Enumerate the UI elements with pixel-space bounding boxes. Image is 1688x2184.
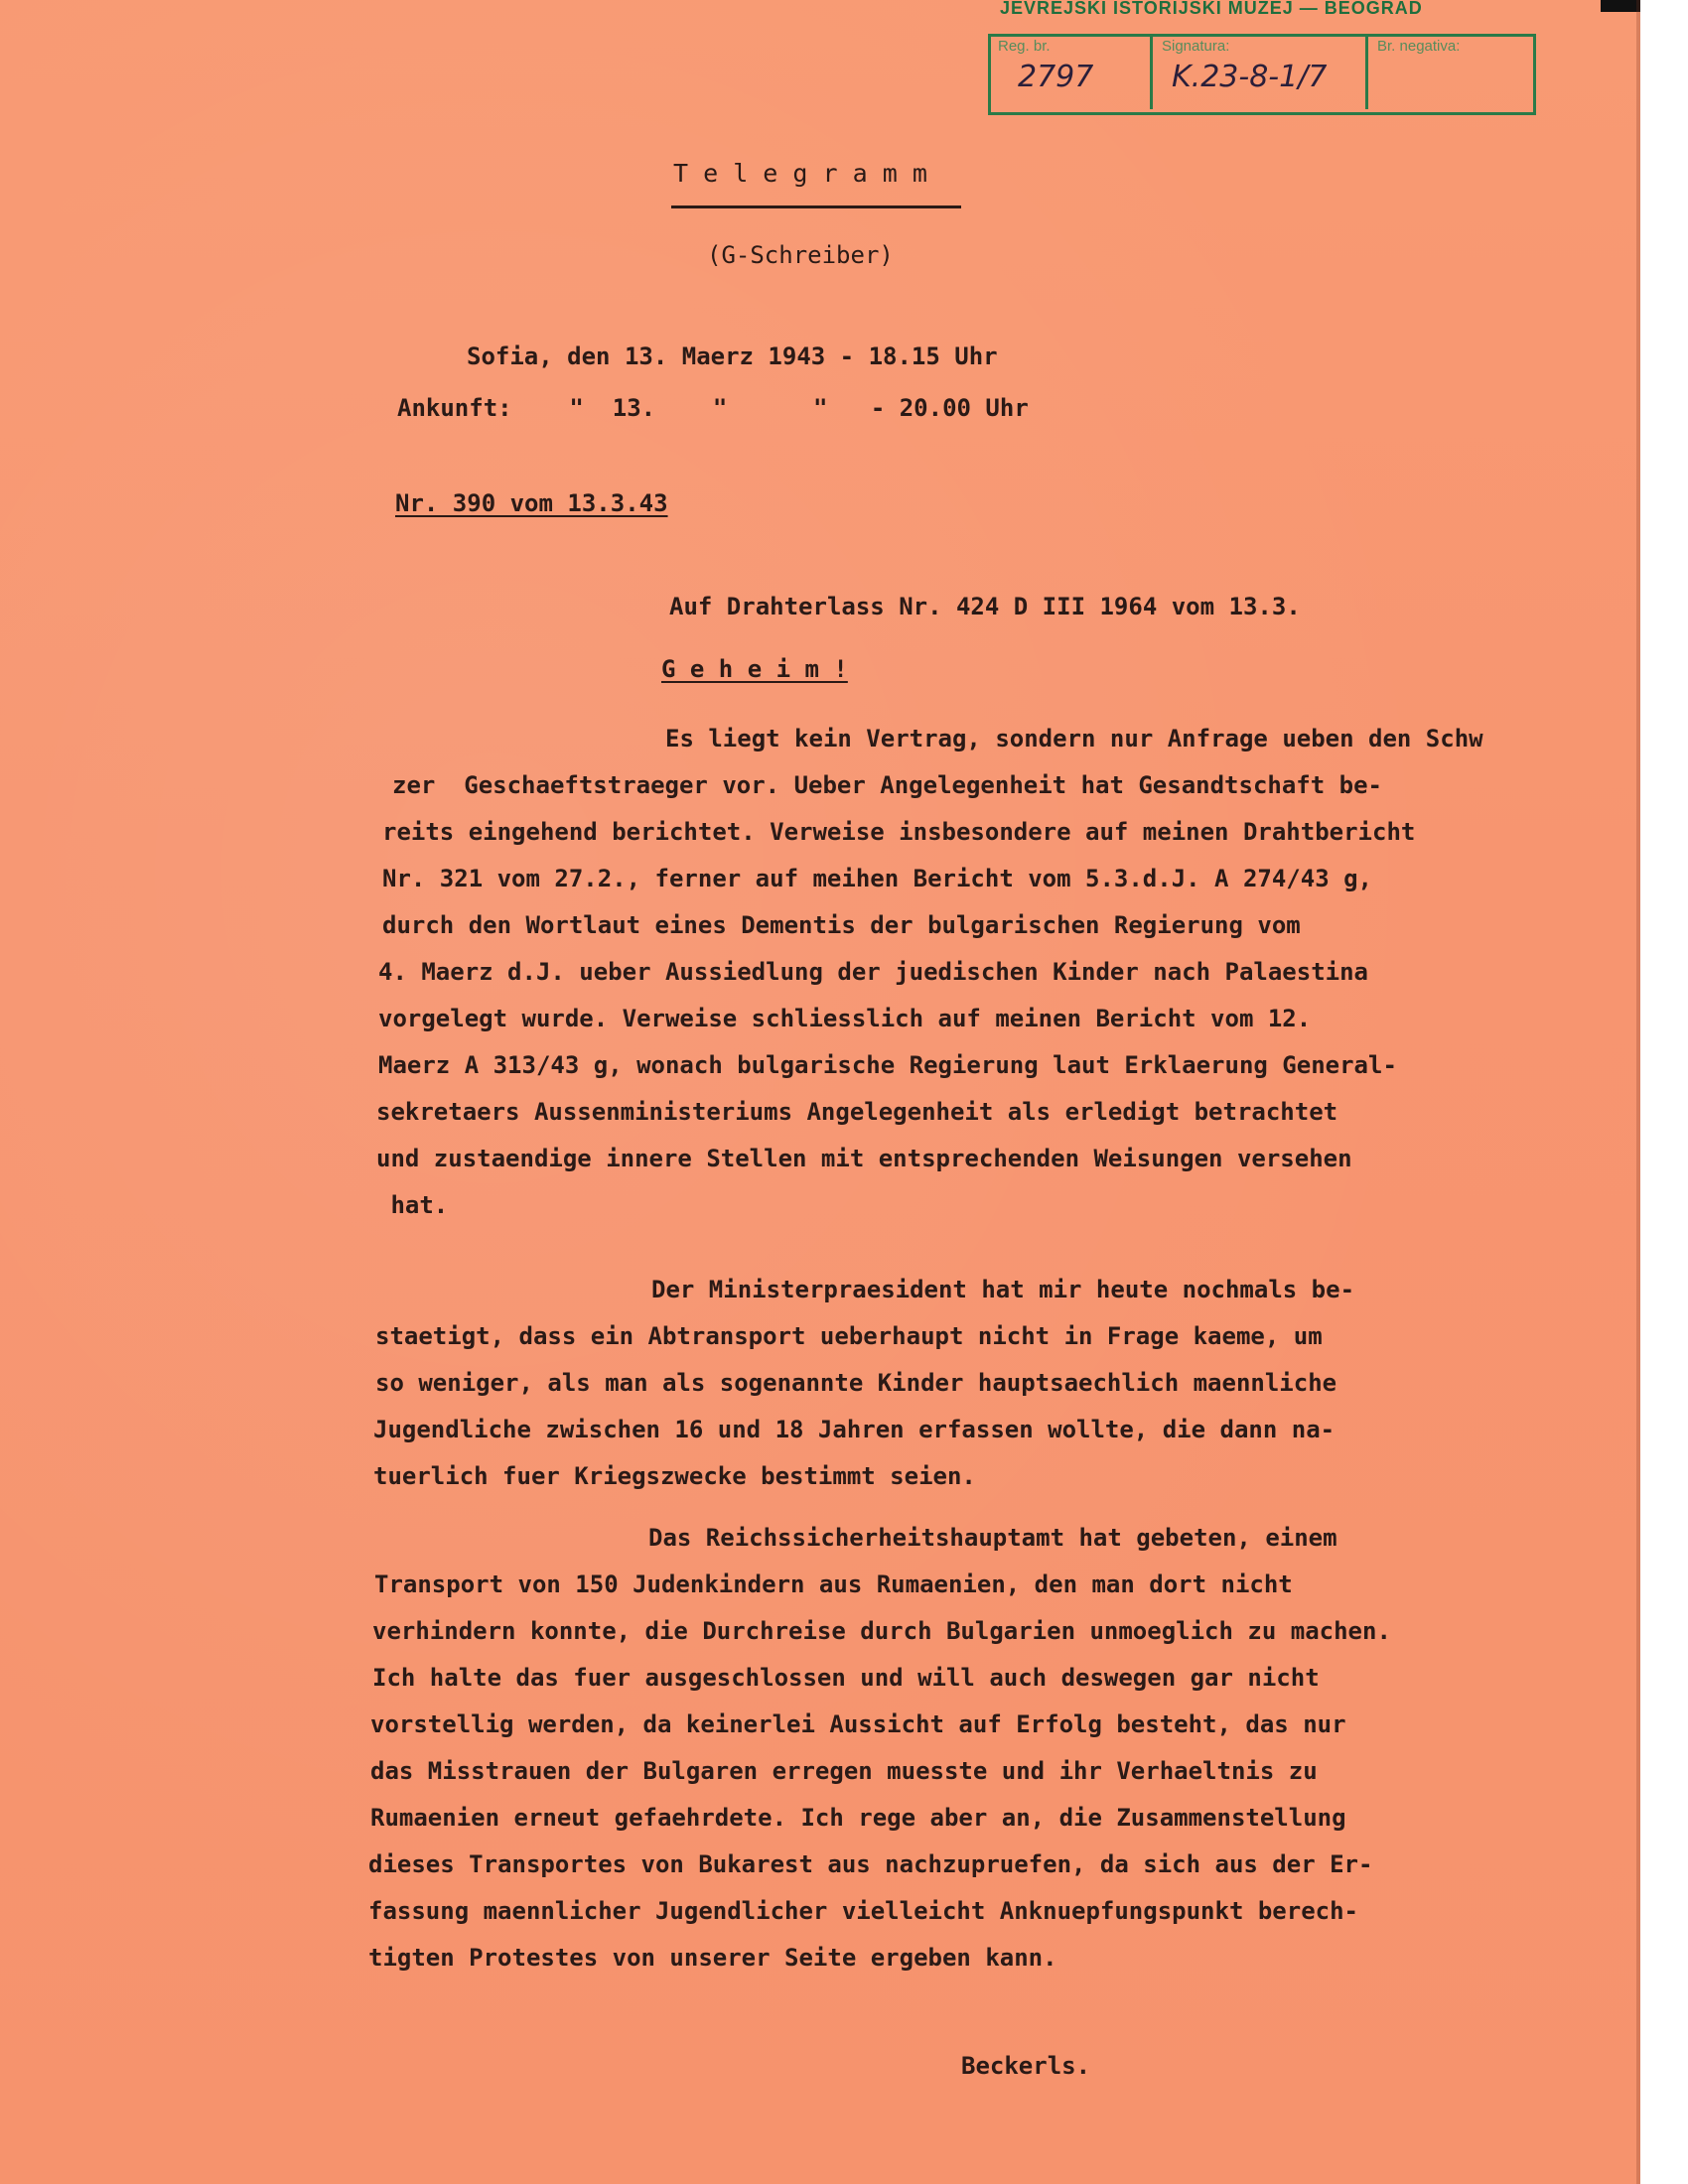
text-line: Rumaenien erneut gefaehrdete. Ich rege aber an, die Zusammenstellung: [370, 1804, 1346, 1832]
scan-edge: [1601, 0, 1640, 12]
stamp-divider: [1150, 34, 1153, 109]
title-underline: [671, 205, 961, 208]
text-line: 4. Maerz d.J. ueber Aussiedlung der juedischen Kinder nach Palaestina: [378, 958, 1368, 986]
text-line: tigten Protestes von unserer Seite ergeben kann.: [368, 1944, 1057, 1972]
text-line: durch den Wortlaut eines Dementis der bulgarischen Regierung vom: [382, 911, 1301, 939]
text-line: tuerlich fuer Kriegszwecke bestimmt seien.: [373, 1462, 976, 1490]
text-line: das Misstrauen der Bulgaren erregen muesste und ihr Verhaeltnis zu: [370, 1757, 1318, 1785]
text-line: fassung maennlicher Jugendlicher vielleicht Anknuepfungspunkt berech-: [368, 1897, 1358, 1925]
sent-line: Sofia, den 13. Maerz 1943 - 18.15 Uhr: [467, 342, 998, 370]
telegram-number: Nr. 390 vom 13.3.43: [395, 489, 668, 517]
text-line: Jugendliche zwischen 16 und 18 Jahren erfassen wollte, die dann na-: [373, 1416, 1336, 1443]
negativa-label: Br. negativa:: [1377, 38, 1461, 55]
decree-reference: Auf Drahterlass Nr. 424 D III 1964 vom 13.3.: [669, 593, 1301, 620]
reg-label: Reg. br.: [998, 38, 1051, 55]
text-line: staetigt, dass ein Abtransport ueberhaupt nicht in Frage kaeme, um: [375, 1322, 1323, 1350]
text-line: hat.: [376, 1191, 449, 1219]
document-title: T e l e g r a m m: [673, 159, 927, 188]
stamp-divider: [1365, 34, 1368, 109]
text-line: Es liegt kein Vertrag, sondern nur Anfrage ueben den Schw: [665, 725, 1483, 752]
text-line: Maerz A 313/43 g, wonach bulgarische Regierung laut Erklaerung General-: [378, 1051, 1397, 1079]
text-line: Der Ministerpraesident hat mir heute nochmals be-: [651, 1276, 1355, 1303]
document-subtitle: (G-Schreiber): [707, 241, 894, 269]
text-line: sekretaers Aussenministeriums Angelegenheit als erledigt betrachtet: [376, 1098, 1338, 1126]
text-line: vorgelegt wurde. Verweise schliesslich auf meinen Bericht vom 12.: [378, 1005, 1312, 1032]
stamp-header: JEVREJSKI ISTORIJSKI MUZEJ — BEOGRAD: [1000, 0, 1423, 18]
reg-number: 2797: [1018, 60, 1094, 94]
text-line: dieses Transportes von Bukarest aus nachzupruefen, da sich aus der Er-: [368, 1850, 1373, 1878]
text-line: Nr. 321 vom 27.2., ferner auf meihen Bericht vom 5.3.d.J. A 274/43 g,: [382, 865, 1372, 892]
signatura-label: Signatura:: [1162, 38, 1230, 55]
text-line: Transport von 150 Judenkindern aus Rumaenien, den man dort nicht: [374, 1570, 1293, 1598]
signature: Beckerls.: [961, 2052, 1091, 2080]
arrival-line: Ankunft: " 13. " " - 20.00 Uhr: [397, 394, 1029, 422]
text-line: und zustaendige innere Stellen mit entsprechenden Weisungen versehen: [376, 1145, 1352, 1172]
text-line: vorstellig werden, da keinerlei Aussicht auf Erfolg besteht, das nur: [370, 1710, 1346, 1738]
text-line: Das Reichssicherheitshauptamt hat gebeten, einem: [648, 1524, 1337, 1552]
text-line: verhindern konnte, die Durchreise durch Bulgarien unmoeglich zu machen.: [372, 1617, 1391, 1645]
text-line: so weniger, als man als sogenannte Kinder hauptsaechlich maennliche: [375, 1369, 1337, 1397]
secret-marking: G e h e i m !: [661, 655, 848, 683]
text-line: reits eingehend berichtet. Verweise insbesondere auf meinen Drahtbericht: [382, 818, 1416, 846]
text-line: Ich halte das fuer ausgeschlossen und will auch deswegen gar nicht: [372, 1664, 1320, 1692]
archive-stamp: [988, 0, 1534, 111]
signatura-value: K.23-8-1/7: [1172, 60, 1328, 94]
text-line: zer Geschaeftstraeger vor. Ueber Angelegenheit hat Gesandtschaft be-: [392, 771, 1382, 799]
